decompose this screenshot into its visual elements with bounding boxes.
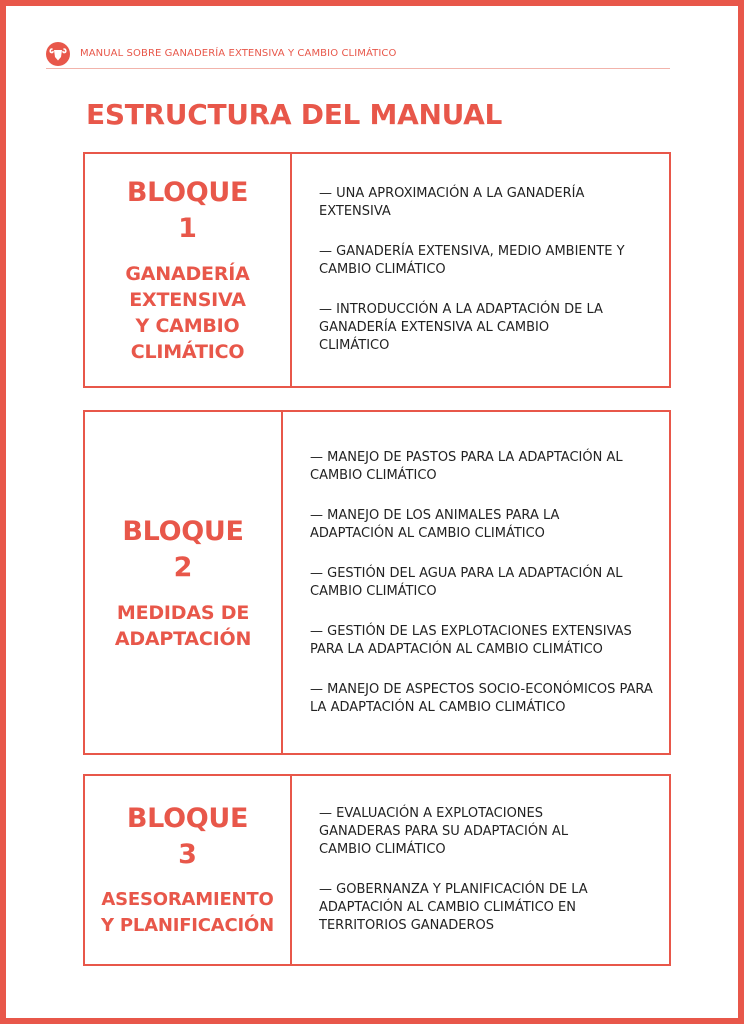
chapter-item: — GANADERÍA EXTENSIVA, MEDIO AMBIENTE Y CAMBIO CLIMÁTICO bbox=[319, 244, 625, 277]
chapter-item: — MANEJO DE LOS ANIMALES PARA LA ADAPTACIÓN AL CAMBIO CLIMÁTICO bbox=[310, 507, 560, 541]
chapter-item: — GESTIÓN DE LAS EXPLOTACIONES EXTENSIVAS PARA LA ADAPTACIÓN AL CAMBIO CLIMÁTICO bbox=[310, 623, 632, 657]
block-label: BLOQUE bbox=[126, 803, 249, 834]
block-3 bbox=[83, 774, 671, 966]
block-2-heading bbox=[85, 412, 283, 753]
chapter-item: — MANEJO DE ASPECTOS SOCIO-ECONÓMICOS PARA LA ADAPTACIÓN AL CAMBIO CLIMÁTICO bbox=[310, 681, 653, 715]
chapter-list bbox=[310, 449, 655, 717]
running-title: MANUAL SOBRE GANADERÍA EXTENSIVA Y CAMBIO CLIMÁTICO bbox=[80, 48, 397, 59]
block-subtitle: MEDIDAS DE ADAPTACIÓN bbox=[114, 601, 252, 650]
ram-head-icon bbox=[46, 42, 70, 66]
chapter-list bbox=[319, 805, 655, 935]
block-3-contents bbox=[292, 776, 669, 964]
block-number: 3 bbox=[178, 839, 197, 870]
block-label: BLOQUE bbox=[122, 515, 244, 547]
chapter-item: — MANEJO DE PASTOS PARA LA ADAPTACIÓN AL CAMBIO CLIMÁTICO bbox=[310, 449, 623, 483]
chapter-item: — EVALUACIÓN A EXPLOTACIONES GANADERAS PARA SU ADAPTACIÓN AL CAMBIO CLIMÁTICO bbox=[319, 806, 569, 857]
block-number: 2 bbox=[173, 551, 193, 583]
chapter-item: — GOBERNANZA Y PLANIFICACIÓN DE LA ADAPTACIÓN AL CAMBIO CLIMÁTICO EN TERRITORIOS GANADEROS bbox=[319, 882, 588, 933]
block-2 bbox=[83, 410, 671, 755]
chapter-item: — UNA APROXIMACIÓN A LA GANADERÍA EXTENSIVA bbox=[319, 186, 585, 219]
page-title: ESTRUCTURA DEL MANUAL bbox=[86, 98, 503, 131]
chapter-item: — INTRODUCCIÓN A LA ADAPTACIÓN DE LA GANADERÍA EXTENSIVA AL CAMBIO CLIMÁTICO bbox=[319, 302, 603, 353]
block-subtitle: GANADERÍA EXTENSIVA Y CAMBIO CLIMÁTICO bbox=[125, 263, 250, 363]
block-number: 1 bbox=[178, 213, 197, 244]
block-1 bbox=[83, 152, 671, 388]
block-1-contents bbox=[292, 154, 669, 386]
block-subtitle: ASESORAMIENTO Y PLANIFICACIÓN bbox=[100, 889, 275, 936]
chapter-list bbox=[319, 185, 655, 355]
block-1-heading bbox=[85, 154, 292, 386]
block-label: BLOQUE bbox=[126, 177, 249, 208]
block-2-contents bbox=[283, 412, 669, 753]
block-3-heading bbox=[85, 776, 292, 964]
running-header bbox=[46, 42, 670, 69]
chapter-item: — GESTIÓN DEL AGUA PARA LA ADAPTACIÓN AL CAMBIO CLIMÁTICO bbox=[310, 565, 623, 599]
